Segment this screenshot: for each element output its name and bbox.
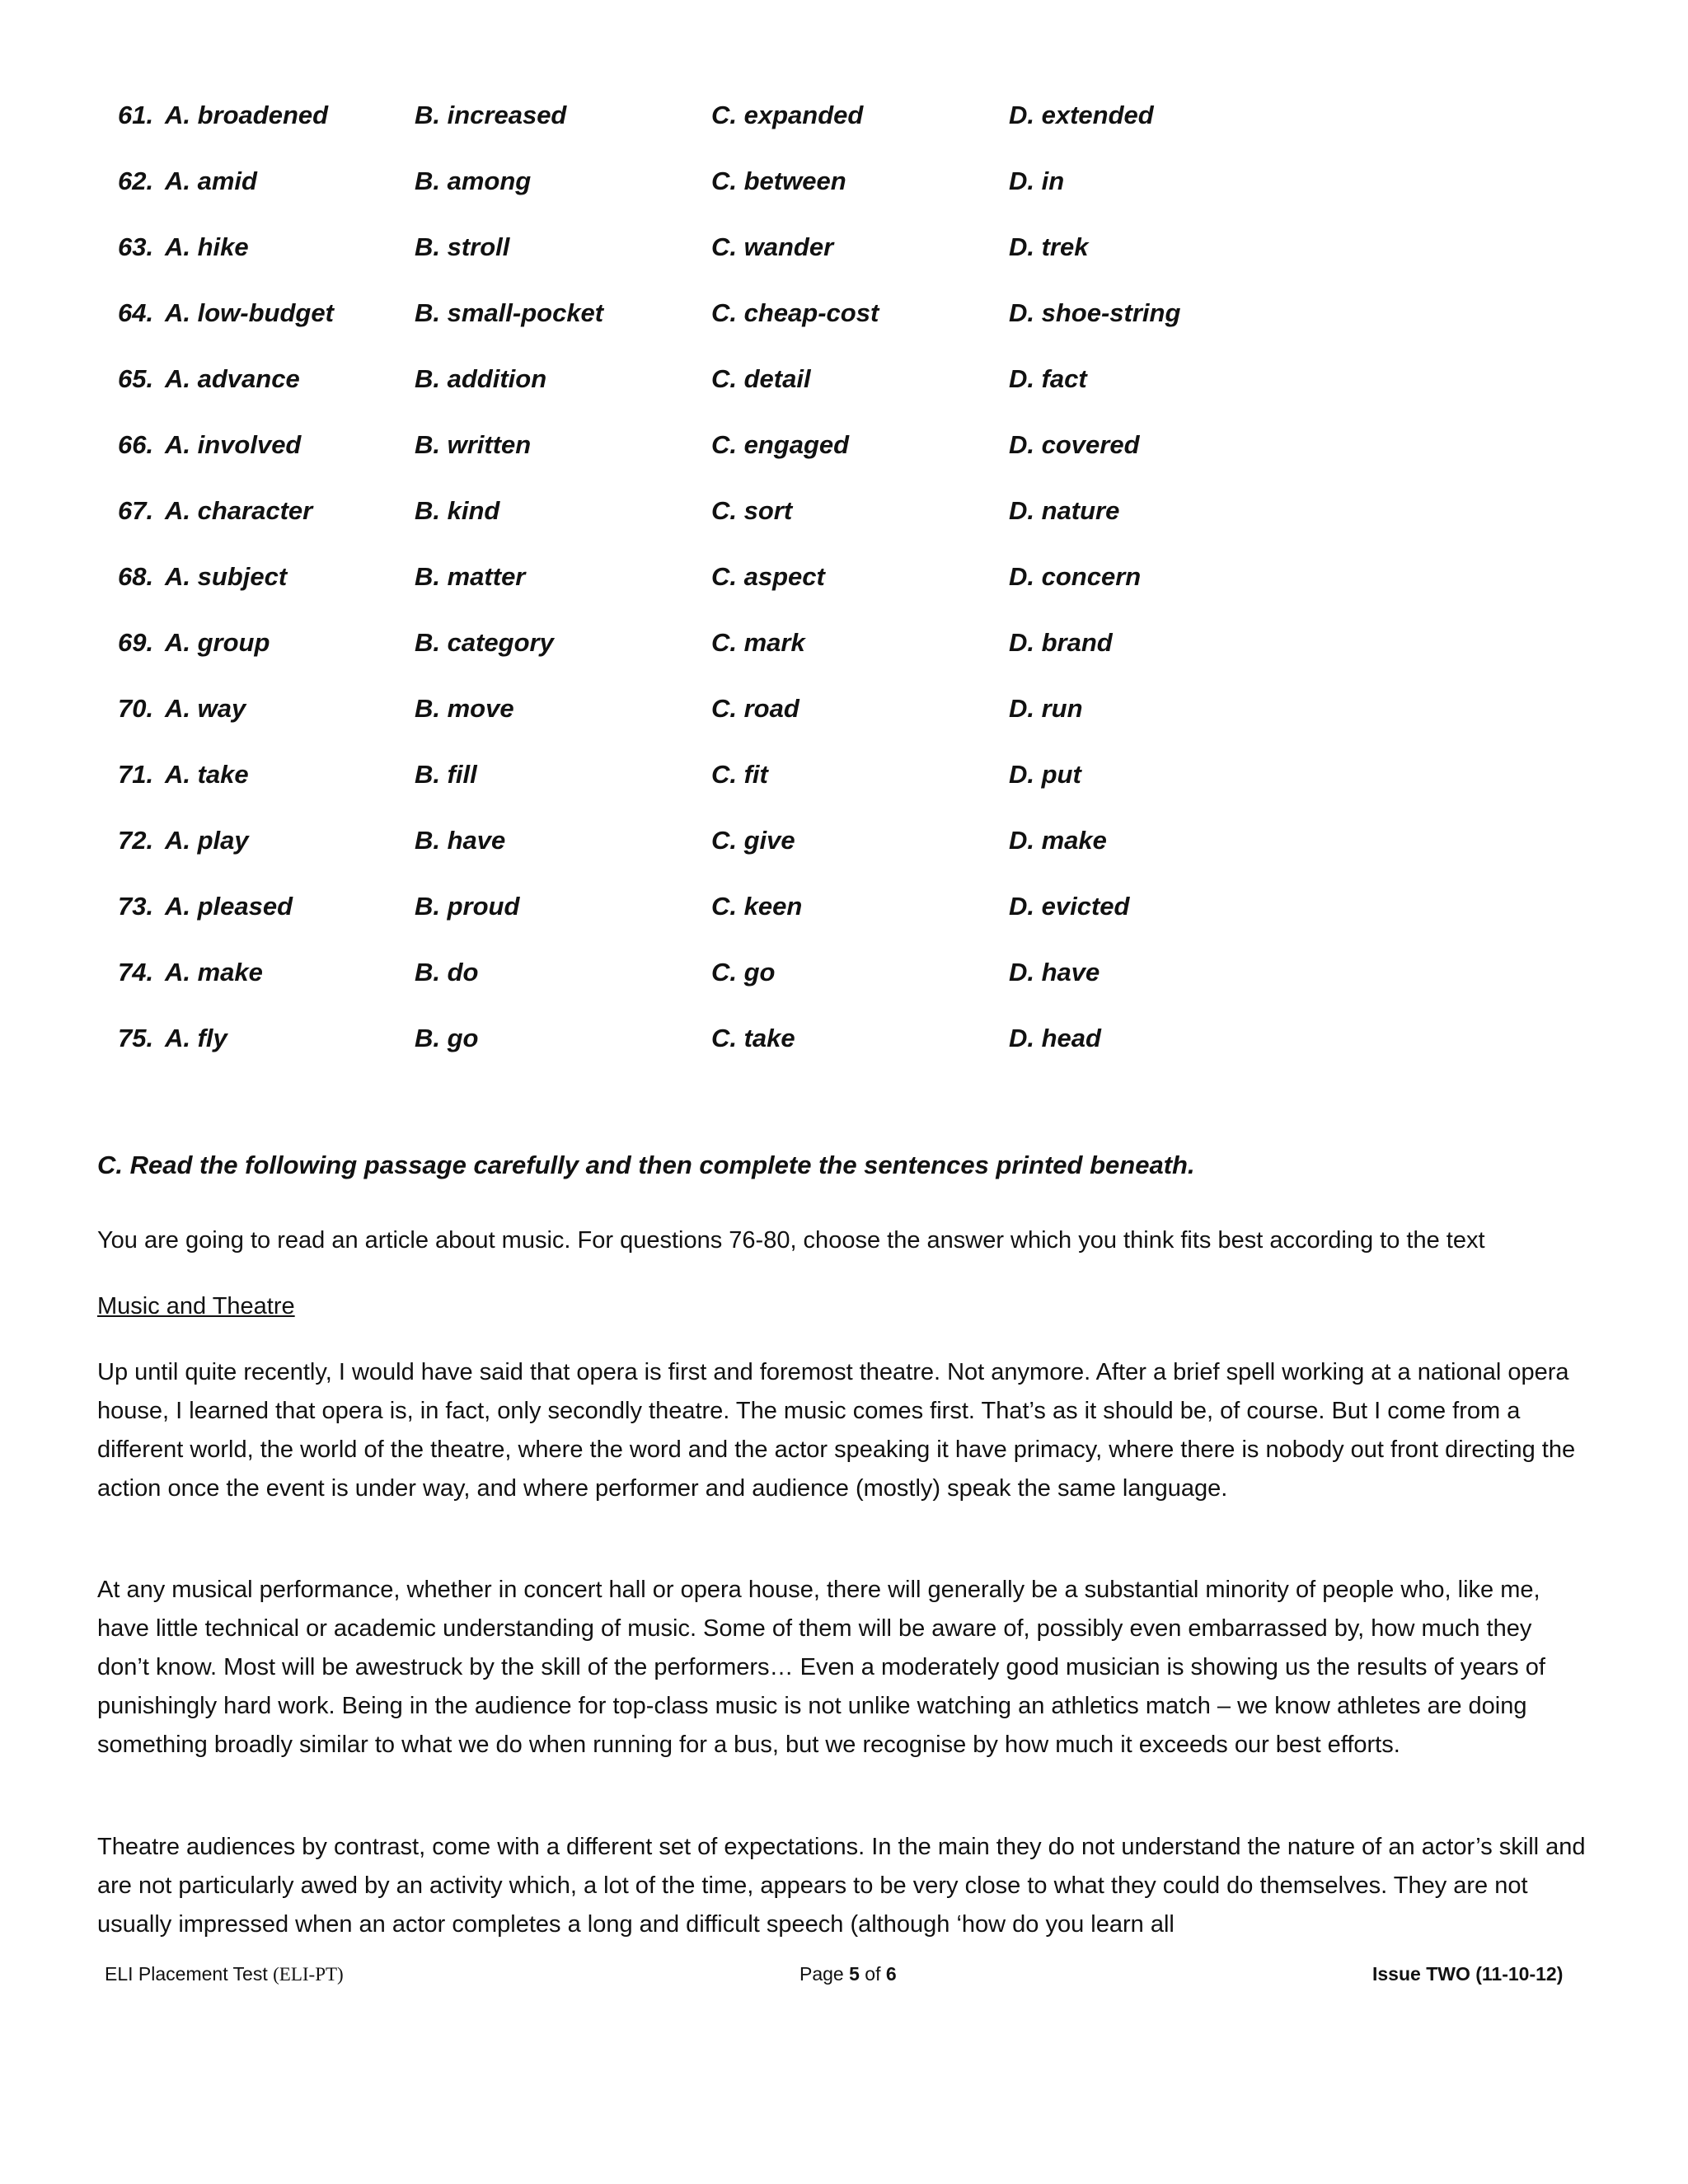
option-a: A. character [165, 496, 313, 525]
option-a: A. way [165, 694, 246, 723]
option-b: B. kind [415, 496, 500, 525]
option-b: B. small-pocket [415, 298, 604, 327]
option-a: A. fly [165, 1024, 227, 1052]
question-row [118, 290, 1519, 356]
option-c: C. wander [711, 232, 834, 261]
option-c: C. keen [711, 892, 803, 921]
option-b: B. have [415, 826, 506, 855]
option-d: D. in [1009, 166, 1065, 195]
option-a: A. make [165, 958, 263, 987]
footer-page-prefix: Page [799, 1963, 844, 1985]
passage-title: Music and Theatre [97, 1293, 295, 1319]
option-a: A. group [165, 628, 270, 657]
option-c: C. cheap-cost [711, 298, 879, 327]
option-d: D. evicted [1009, 892, 1130, 921]
option-c: C. aspect [711, 562, 825, 591]
option-a: A. hike [165, 232, 249, 261]
question-number: 69. [118, 628, 154, 657]
question-row [118, 224, 1519, 290]
question-number: 67. [118, 496, 154, 525]
option-b: B. addition [415, 364, 547, 393]
question-number: 64. [118, 298, 154, 327]
option-a: A. low-budget [165, 298, 334, 327]
question-number: 70. [118, 694, 154, 723]
question-row [118, 686, 1519, 752]
option-d: D. have [1009, 958, 1100, 987]
option-d: D. brand [1009, 628, 1113, 657]
option-c: C. detail [711, 364, 811, 393]
question-row [118, 752, 1519, 818]
option-d: D. fact [1009, 364, 1087, 393]
option-c: C. fit [711, 760, 768, 789]
passage-paragraph-2: At any musical performance, whether in concert hall or opera house, there will generally be a substantial minority of people who, like me, have little technical or academic understanding of music. Some of them will be aware of, possibly even embarrassed by, how much they don’t know. Most will be awestruck by the skill of the performers… Even a moderately good musician is showing us the results of years of punishingly hard work. Being in the audience for top-class music is not unlike watching an athletics match – we know athletes are doing something broadly similar to what we do when running for a bus, but we recognise by how much it exceeds our best efforts. [97, 1577, 1545, 1758]
option-d: D. nature [1009, 496, 1120, 525]
option-a: A. advance [165, 364, 300, 393]
question-row [118, 1015, 1519, 1081]
question-number: 74. [118, 958, 154, 987]
question-row [118, 620, 1519, 686]
question-row [118, 949, 1519, 1015]
answer-options-list [118, 92, 1519, 1081]
option-d: D. put [1009, 760, 1081, 789]
option-d: D. make [1009, 826, 1107, 855]
option-c: C. sort [711, 496, 793, 525]
option-b: B. fill [415, 760, 477, 789]
section-c-instruction: You are going to read an article about music. For questions 76-80, choose the answer which you think fits best according to the text [97, 1227, 1485, 1254]
question-number: 61. [118, 101, 154, 129]
option-b: B. stroll [415, 232, 510, 261]
option-d: D. head [1009, 1024, 1101, 1052]
question-number: 66. [118, 430, 154, 459]
option-c: C. go [711, 958, 776, 987]
option-a: A. play [165, 826, 249, 855]
question-row [118, 554, 1519, 620]
footer-page-current: 5 [849, 1963, 860, 1985]
passage-paragraph-1: Up until quite recently, I would have said that opera is first and foremost theatre. Not anymore. After a brief spell working at a national opera house, I learned that opera is, in fact, only secondly theatre. The music comes first. That’s as it should be, of course. But I come from a different world, the world of the theatre, where the word and the actor speaking it have primacy, where there is nobody out front directing the action once the event is under way, and where performer and audience (mostly) speak the same language. [97, 1359, 1576, 1502]
footer-test-name [105, 1963, 344, 1985]
question-row [118, 92, 1519, 158]
footer-page-number [799, 1963, 897, 1985]
option-b: B. among [415, 166, 532, 195]
question-number: 75. [118, 1024, 154, 1052]
question-row [118, 158, 1519, 224]
option-c: C. take [711, 1024, 795, 1052]
question-number: 68. [118, 562, 154, 591]
option-a: A. take [165, 760, 249, 789]
question-number: 62. [118, 166, 154, 195]
option-c: C. expanded [711, 101, 864, 129]
question-number: 73. [118, 892, 154, 921]
option-b: B. written [415, 430, 532, 459]
option-d: D. extended [1009, 101, 1154, 129]
question-number: 72. [118, 826, 154, 855]
footer-page-total: 6 [885, 1963, 897, 1985]
option-c: C. give [711, 826, 795, 855]
question-number: 65. [118, 364, 154, 393]
footer-page-of: of [865, 1963, 881, 1985]
option-a: A. subject [165, 562, 288, 591]
option-b: B. matter [415, 562, 526, 591]
question-row [118, 356, 1519, 422]
question-number: 71. [118, 760, 154, 789]
question-row [118, 818, 1519, 883]
footer-test-title: ELI Placement Test [105, 1963, 268, 1985]
option-b: B. category [415, 628, 554, 657]
option-c: C. road [711, 694, 799, 723]
option-c: C. engaged [711, 430, 850, 459]
question-number: 63. [118, 232, 154, 261]
option-d: D. shoe-string [1009, 298, 1181, 327]
option-c: C. between [711, 166, 846, 195]
footer-test-code: (ELI-PT) [273, 1964, 344, 1985]
footer-issue: Issue TWO (11-10-12) [1372, 1963, 1564, 1985]
question-row [118, 883, 1519, 949]
option-b: B. move [415, 694, 514, 723]
option-d: D. concern [1009, 562, 1142, 591]
question-row [118, 422, 1519, 488]
option-a: A. involved [165, 430, 302, 459]
option-d: D. run [1009, 694, 1083, 723]
option-c: C. mark [711, 628, 805, 657]
section-c-heading: C. Read the following passage carefully and then complete the sentences printed beneath. [97, 1151, 1195, 1179]
question-row [118, 488, 1519, 554]
option-b: B. increased [415, 101, 567, 129]
passage-paragraph-3: Theatre audiences by contrast, come with a different set of expectations. In the main they do not understand the nature of an actor’s skill and are not particularly awed by an activity which, a lot of the time, appears to be very close to what they could do themselves. They are not usually impressed when an actor completes a long and difficult speech (although ‘how do you learn all [97, 1834, 1586, 1938]
option-b: B. do [415, 958, 479, 987]
option-d: D. covered [1009, 430, 1140, 459]
option-b: B. proud [415, 892, 520, 921]
option-a: A. broadened [165, 101, 329, 129]
option-a: A. pleased [165, 892, 293, 921]
option-a: A. amid [165, 166, 257, 195]
option-d: D. trek [1009, 232, 1089, 261]
option-b: B. go [415, 1024, 479, 1052]
